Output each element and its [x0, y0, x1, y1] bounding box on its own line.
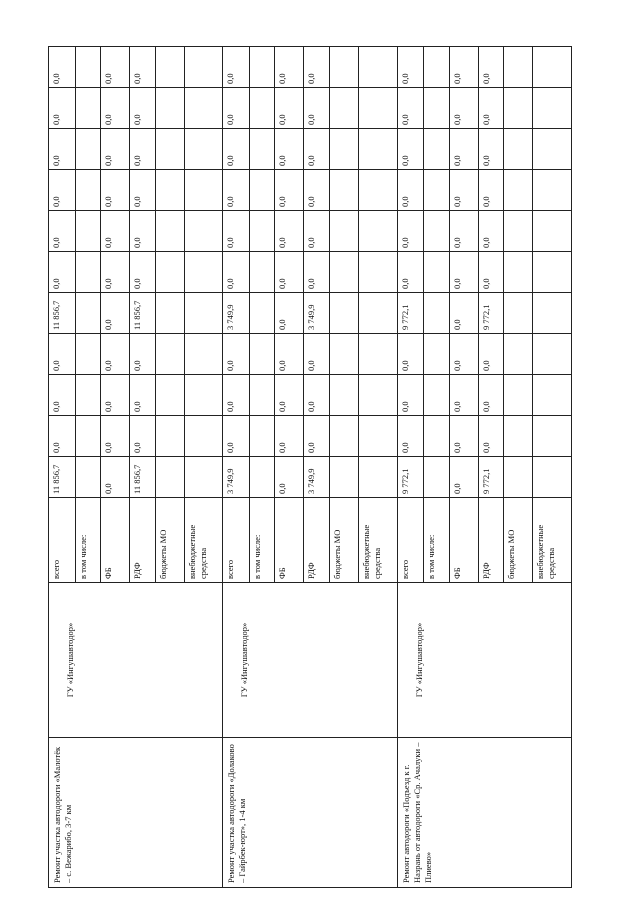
value-cell: 0,0	[304, 211, 329, 252]
value-cell	[329, 457, 358, 498]
value-cell: 11 856,7	[130, 457, 155, 498]
value-cell	[358, 170, 397, 211]
value-cell: 0,0	[449, 47, 478, 88]
value-cell	[329, 252, 358, 293]
value-cell	[75, 293, 100, 334]
funding-source-cell: РДФ	[478, 498, 503, 583]
value-cell	[533, 252, 572, 293]
value-cell	[75, 457, 100, 498]
value-cell	[358, 211, 397, 252]
value-cell: 0,0	[304, 47, 329, 88]
value-cell: 0,0	[304, 129, 329, 170]
value-cell	[249, 416, 274, 457]
value-cell	[533, 293, 572, 334]
value-cell: 0,0	[101, 375, 130, 416]
value-cell	[75, 170, 100, 211]
value-cell	[358, 252, 397, 293]
value-cell	[184, 88, 223, 129]
value-cell: 0,0	[397, 375, 424, 416]
value-cell: 0,0	[449, 211, 478, 252]
value-cell: 3 749,9	[304, 293, 329, 334]
value-cell: 0,0	[449, 129, 478, 170]
value-cell	[424, 47, 449, 88]
value-cell: 0,0	[49, 252, 76, 293]
value-cell	[504, 334, 533, 375]
value-cell: 0,0	[275, 252, 304, 293]
value-cell	[533, 170, 572, 211]
value-cell: 0,0	[223, 375, 250, 416]
responsible-cell: ГУ «Ингушавтодор»	[49, 583, 223, 738]
value-cell: 0,0	[275, 88, 304, 129]
funding-source-cell: внебюджетные средства	[184, 498, 223, 583]
value-cell	[329, 416, 358, 457]
value-cell	[249, 129, 274, 170]
value-cell	[424, 211, 449, 252]
value-cell	[184, 457, 223, 498]
value-cell: 0,0	[49, 47, 76, 88]
value-cell: 0,0	[478, 129, 503, 170]
value-cell: 0,0	[101, 170, 130, 211]
value-cell: 0,0	[49, 170, 76, 211]
value-cell	[184, 211, 223, 252]
value-cell: 0,0	[304, 170, 329, 211]
value-cell: 0,0	[223, 129, 250, 170]
value-cell	[329, 211, 358, 252]
value-cell	[504, 416, 533, 457]
value-cell	[249, 334, 274, 375]
value-cell: 9 772,1	[397, 293, 424, 334]
value-cell: 0,0	[130, 252, 155, 293]
value-cell	[533, 457, 572, 498]
value-cell	[504, 170, 533, 211]
funding-source-cell: всего	[49, 498, 76, 583]
value-cell: 0,0	[49, 416, 76, 457]
value-cell	[504, 129, 533, 170]
value-cell	[329, 129, 358, 170]
funding-source-cell: всего	[397, 498, 424, 583]
value-cell: 0,0	[101, 88, 130, 129]
value-cell: 0,0	[397, 47, 424, 88]
value-cell: 0,0	[101, 293, 130, 334]
value-cell	[533, 375, 572, 416]
value-cell	[329, 88, 358, 129]
value-cell	[329, 47, 358, 88]
value-cell: 0,0	[101, 129, 130, 170]
value-cell	[533, 211, 572, 252]
value-cell	[424, 293, 449, 334]
value-cell	[329, 170, 358, 211]
value-cell	[533, 334, 572, 375]
value-cell: 0,0	[275, 293, 304, 334]
value-cell	[249, 170, 274, 211]
value-cell: 0,0	[275, 211, 304, 252]
value-cell	[155, 211, 184, 252]
value-cell: 0,0	[478, 375, 503, 416]
value-cell: 0,0	[130, 170, 155, 211]
value-cell: 0,0	[397, 211, 424, 252]
funding-source-cell: ФБ	[275, 498, 304, 583]
value-cell: 0,0	[49, 129, 76, 170]
value-cell: 0,0	[397, 334, 424, 375]
table-body	[49, 47, 572, 888]
value-cell	[155, 129, 184, 170]
value-cell	[249, 88, 274, 129]
value-cell	[75, 129, 100, 170]
value-cell	[184, 170, 223, 211]
value-cell	[424, 252, 449, 293]
value-cell: 0,0	[449, 457, 478, 498]
value-cell: 3 749,9	[223, 457, 250, 498]
value-cell: 0,0	[101, 457, 130, 498]
value-cell	[504, 211, 533, 252]
value-cell: 11 856,7	[130, 293, 155, 334]
value-cell: 0,0	[275, 47, 304, 88]
value-cell	[155, 416, 184, 457]
funding-source-cell: бюджеты МО	[155, 498, 184, 583]
value-cell	[329, 375, 358, 416]
value-cell	[424, 129, 449, 170]
value-cell: 0,0	[478, 170, 503, 211]
value-cell: 0,0	[101, 211, 130, 252]
value-cell: 0,0	[304, 375, 329, 416]
value-cell	[155, 88, 184, 129]
value-cell	[329, 334, 358, 375]
value-cell	[358, 375, 397, 416]
value-cell	[75, 416, 100, 457]
value-cell: 0,0	[275, 416, 304, 457]
value-cell: 0,0	[223, 252, 250, 293]
funding-source-cell: РДФ	[304, 498, 329, 583]
value-cell	[184, 47, 223, 88]
value-cell: 0,0	[478, 47, 503, 88]
value-cell: 0,0	[478, 211, 503, 252]
responsible-cell: ГУ «Ингушавтодор»	[223, 583, 397, 738]
value-cell: 0,0	[223, 211, 250, 252]
value-cell: 0,0	[101, 47, 130, 88]
value-cell: 3 749,9	[304, 457, 329, 498]
value-cell	[75, 47, 100, 88]
value-cell	[249, 47, 274, 88]
value-cell	[249, 375, 274, 416]
value-cell	[424, 170, 449, 211]
value-cell: 0,0	[275, 334, 304, 375]
value-cell: 0,0	[304, 252, 329, 293]
funding-source-cell: бюджеты МО	[329, 498, 358, 583]
value-cell	[358, 457, 397, 498]
value-cell	[155, 252, 184, 293]
value-cell	[249, 293, 274, 334]
value-cell	[358, 334, 397, 375]
value-cell	[504, 47, 533, 88]
funding-source-cell: внебюджетные средства	[358, 498, 397, 583]
value-cell	[155, 457, 184, 498]
value-cell: 0,0	[49, 334, 76, 375]
value-cell	[504, 375, 533, 416]
value-cell	[533, 129, 572, 170]
value-cell	[424, 375, 449, 416]
value-cell: 0,0	[449, 334, 478, 375]
value-cell	[329, 293, 358, 334]
funding-source-cell: в том числе:	[249, 498, 274, 583]
value-cell	[358, 416, 397, 457]
value-cell: 0,0	[130, 129, 155, 170]
value-cell: 0,0	[478, 416, 503, 457]
value-cell: 0,0	[101, 334, 130, 375]
value-cell: 0,0	[275, 170, 304, 211]
value-cell	[504, 293, 533, 334]
value-cell: 0,0	[130, 47, 155, 88]
value-cell	[358, 88, 397, 129]
value-cell: 9 772,1	[397, 457, 424, 498]
value-cell: 0,0	[101, 416, 130, 457]
value-cell	[184, 334, 223, 375]
value-cell	[424, 334, 449, 375]
table-row	[49, 47, 76, 888]
rotated-table-wrapper	[48, 48, 572, 888]
value-cell	[358, 47, 397, 88]
funding-source-cell: ФБ	[101, 498, 130, 583]
value-cell: 0,0	[49, 211, 76, 252]
funding-source-cell: в том числе:	[424, 498, 449, 583]
value-cell: 0,0	[130, 88, 155, 129]
value-cell	[424, 416, 449, 457]
value-cell	[184, 375, 223, 416]
value-cell	[75, 211, 100, 252]
value-cell	[155, 47, 184, 88]
value-cell: 0,0	[397, 170, 424, 211]
value-cell: 0,0	[49, 375, 76, 416]
value-cell	[424, 457, 449, 498]
value-cell: 0,0	[304, 334, 329, 375]
value-cell	[184, 129, 223, 170]
value-cell: 0,0	[223, 170, 250, 211]
value-cell: 0,0	[130, 375, 155, 416]
funding-source-cell: РДФ	[130, 498, 155, 583]
value-cell	[533, 88, 572, 129]
value-cell: 0,0	[449, 416, 478, 457]
value-cell: 0,0	[49, 88, 76, 129]
value-cell: 3 749,9	[223, 293, 250, 334]
value-cell	[155, 170, 184, 211]
funding-source-cell: бюджеты МО	[504, 498, 533, 583]
value-cell: 0,0	[397, 129, 424, 170]
value-cell: 0,0	[478, 334, 503, 375]
value-cell: 11 856,7	[49, 293, 76, 334]
value-cell	[533, 47, 572, 88]
value-cell: 0,0	[449, 375, 478, 416]
funding-source-cell: в том числе:	[75, 498, 100, 583]
value-cell: 0,0	[275, 129, 304, 170]
value-cell: 0,0	[130, 211, 155, 252]
value-cell	[75, 334, 100, 375]
value-cell: 0,0	[397, 88, 424, 129]
value-cell: 0,0	[101, 252, 130, 293]
value-cell: 0,0	[223, 334, 250, 375]
value-cell	[249, 457, 274, 498]
value-cell	[249, 211, 274, 252]
value-cell	[184, 416, 223, 457]
value-cell	[249, 252, 274, 293]
value-cell	[155, 293, 184, 334]
value-cell: 0,0	[223, 416, 250, 457]
value-cell	[424, 88, 449, 129]
value-cell: 0,0	[130, 334, 155, 375]
value-cell	[155, 334, 184, 375]
value-cell	[504, 457, 533, 498]
value-cell: 0,0	[275, 457, 304, 498]
work-name-cell: Ремонт участка автодороги «Малотёк – с. Вежарибо, 3-7 км	[49, 738, 223, 888]
work-name-cell: Ремонт автодороги «Подъезд к г. Назрань от автодороги «Ср. Ачалуки – Плиево»	[397, 738, 571, 888]
value-cell: 9 772,1	[478, 293, 503, 334]
table-row	[223, 47, 250, 888]
value-cell: 0,0	[449, 170, 478, 211]
value-cell	[504, 252, 533, 293]
value-cell: 9 772,1	[478, 457, 503, 498]
value-cell	[75, 88, 100, 129]
value-cell: 0,0	[223, 47, 250, 88]
value-cell: 0,0	[478, 252, 503, 293]
value-cell: 0,0	[478, 88, 503, 129]
table-row	[397, 47, 424, 888]
value-cell: 0,0	[449, 88, 478, 129]
value-cell	[155, 375, 184, 416]
funding-source-cell: внебюджетные средства	[533, 498, 572, 583]
value-cell: 0,0	[397, 416, 424, 457]
value-cell	[184, 252, 223, 293]
value-cell: 0,0	[223, 88, 250, 129]
value-cell	[504, 88, 533, 129]
work-name-cell: Ремонт участка автодороги «Долаково – Гайрбек-юрт», 1-4 км	[223, 738, 397, 888]
value-cell	[358, 129, 397, 170]
value-cell: 0,0	[449, 293, 478, 334]
value-cell: 11 856,7	[49, 457, 76, 498]
value-cell: 0,0	[275, 375, 304, 416]
value-cell	[358, 293, 397, 334]
value-cell: 0,0	[304, 88, 329, 129]
responsible-cell: ГУ «Ингушавтодор»	[397, 583, 571, 738]
value-cell	[75, 375, 100, 416]
value-cell: 0,0	[304, 416, 329, 457]
value-cell: 0,0	[449, 252, 478, 293]
value-cell: 0,0	[130, 416, 155, 457]
value-cell: 0,0	[397, 252, 424, 293]
value-cell	[533, 416, 572, 457]
funding-source-cell: всего	[223, 498, 250, 583]
value-cell	[75, 252, 100, 293]
budget-table	[48, 46, 572, 888]
value-cell	[184, 293, 223, 334]
funding-source-cell: ФБ	[449, 498, 478, 583]
